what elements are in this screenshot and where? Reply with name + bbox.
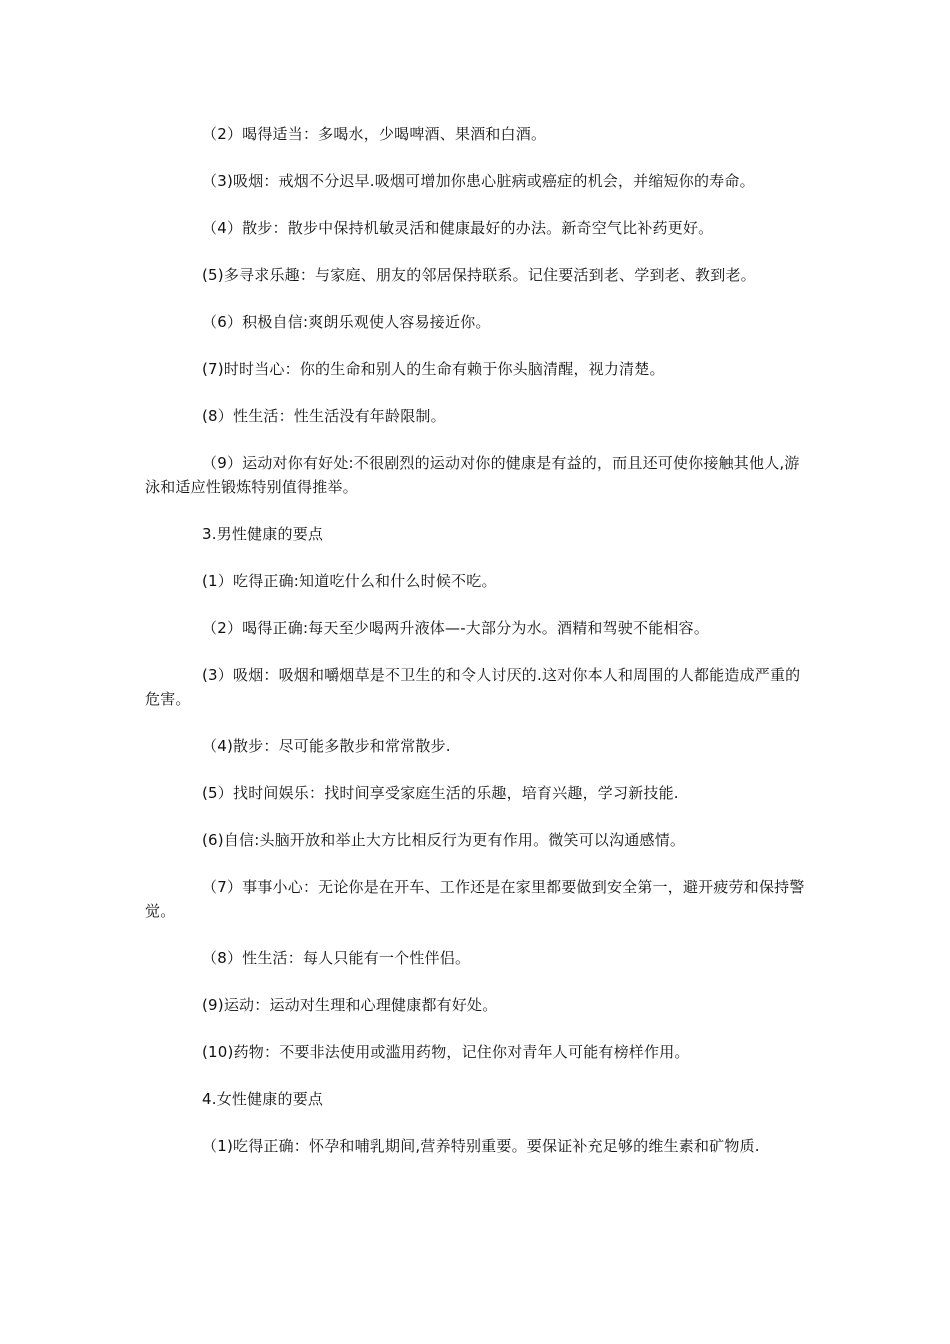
paragraph-men-exercise: (9)运动：运动对生理和心理健康都有好处。 bbox=[202, 996, 498, 1014]
document-body bbox=[145, 122, 810, 1181]
paragraph-seek-fun: (5)多寻求乐趣：与家庭、朋友的邻居保持联系。记住要活到老、学到老、教到老。 bbox=[202, 266, 756, 284]
paragraph-men-confidence: (6)自信:头脑开放和举止大方比相反行为更有作用。微笑可以沟通感情。 bbox=[202, 831, 686, 849]
paragraph-drink-properly: （2）喝得适当：多喝水，少喝啤酒、果酒和白酒。 bbox=[202, 125, 547, 143]
paragraph-men-drugs: (10)药物：不要非法使用或滥用药物，记住你对青年人可能有榜样作用。 bbox=[202, 1043, 690, 1061]
paragraph-men-careful: （7）事事小心：无论你是在开车、工作还是在家里都要做到安全第一，避开疲劳和保持警觉。 bbox=[145, 878, 805, 920]
section-heading-men: 3.男性健康的要点 bbox=[202, 525, 324, 543]
paragraph-men-leisure: (5）找时间娱乐：找时间享受家庭生活的乐趣，培育兴趣，学习新技能. bbox=[202, 784, 679, 802]
paragraph-men-smoking: (3）吸烟：吸烟和嚼烟草是不卫生的和令人讨厌的.这对你本人和周围的人都能造成严重的危害。 bbox=[145, 666, 801, 708]
paragraph-men-walking: （4)散步：尽可能多散步和常常散步. bbox=[202, 737, 451, 755]
paragraph-be-careful: (7)时时当心：你的生命和别人的生命有赖于你头脑清醒，视力清楚。 bbox=[202, 360, 665, 378]
paragraph-walking: （4）散步：散步中保持机敏灵活和健康最好的办法。新奇空气比补药更好。 bbox=[202, 219, 714, 237]
paragraph-sex-life: (8）性生活：性生活没有年龄限制。 bbox=[202, 407, 446, 425]
paragraph-women-eat: （1)吃得正确：怀孕和哺乳期间,营养特别重要。要保证补充足够的维生素和矿物质. bbox=[202, 1137, 760, 1155]
paragraph-exercise: （9）运动对你有好处:不很剧烈的运动对你的健康是有益的，而且还可使你接触其他人,游泳和适应性锻炼特别值得推举。 bbox=[145, 454, 800, 496]
section-heading-women: 4.女性健康的要点 bbox=[202, 1090, 324, 1108]
paragraph-smoking: （3)吸烟：戒烟不分迟早.吸烟可增加你患心脏病或癌症的机会，并缩短你的寿命。 bbox=[202, 172, 755, 190]
paragraph-confidence: （6）积极自信:爽朗乐观使人容易接近你。 bbox=[202, 313, 491, 331]
paragraph-men-sex-life: （8）性生活：每人只能有一个性伴侣。 bbox=[202, 949, 471, 967]
paragraph-men-eat: (1）吃得正确:知道吃什么和什么时候不吃。 bbox=[202, 572, 497, 590]
paragraph-men-drink: （2）喝得正确:每天至少喝两升液体—-大部分为水。酒精和驾驶不能相容。 bbox=[202, 619, 710, 637]
